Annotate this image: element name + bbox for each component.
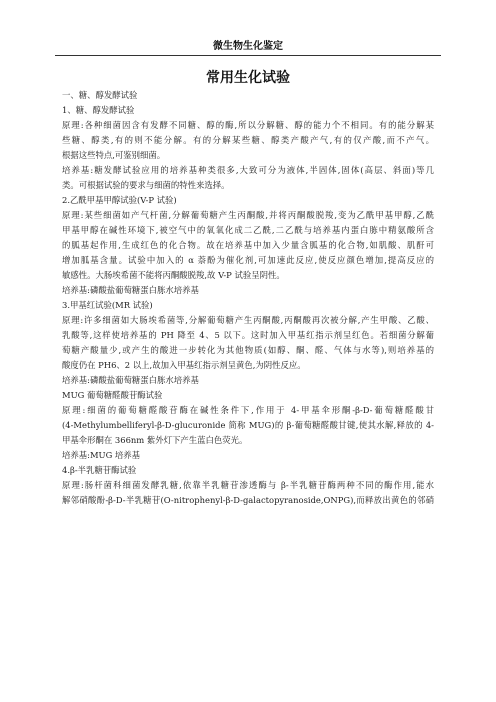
text-line: 原理:各种细菌因含有发酵不同糖、醇的酶,所以分解糖、醇的能力个不相同。有的能分解某 bbox=[62, 120, 434, 130]
text-line: 解邻硝酸酚-β-D-半乳糖苷(O-nitrophenyl-β-D-galactopyranoside,ONPG),而释放出黄色的邻硝 bbox=[62, 495, 434, 505]
text-line: 甲基甲醇在碱性环境下,被空气中的氧氧化成二乙酰,二乙酰与培养基内蛋白胨中精氨酸所含 bbox=[62, 225, 434, 235]
text-line: 培养基:磷酸盐葡萄糖蛋白胨水培养基 bbox=[62, 285, 199, 295]
text-line: 酸度仍在 PH6、2 以上,故加入甲基红指示剂呈黄色,为阴性反应。 bbox=[62, 360, 306, 370]
text-line: 类。可根据试验的要求与细菌的特性来选择。 bbox=[62, 180, 230, 190]
text-line: 根据这些特点,可鉴别细菌。 bbox=[62, 150, 166, 160]
header-rule bbox=[55, 55, 441, 56]
text-line: (4-Methylumbelliferyl-β-D-glucuronide 简称 MUG)的 β-葡萄糖醛酸甘键,使其水解,释放的 4- bbox=[62, 420, 434, 430]
text-line: 原理:细菌的葡萄糖醛酸苷酶在碱性条件下,作用于 4-甲基伞形酮-β-D-葡萄糖醛酸甘 bbox=[62, 405, 434, 415]
text-line: 原理:某些细菌如产气杆菌,分解葡萄糖产生丙酮酸,并将丙酮酸脱羧,变为乙酰甲基甲醇,乙酰 bbox=[62, 210, 434, 220]
text-line: 一、糖、醇发酵试验 bbox=[62, 90, 138, 100]
text-line: 原理:肠杆菌科细菌发酵乳糖,依靠半乳糖苷渗透酶与 β-半乳糖苷酶两种不同的酶作用,能水 bbox=[62, 480, 434, 490]
text-line: 3.甲基红试验(MR 试验) bbox=[62, 300, 153, 310]
body-text bbox=[62, 88, 434, 508]
document-title: 常用生化试验 bbox=[206, 70, 290, 86]
page-header: 微生物生化鉴定 bbox=[213, 41, 283, 52]
text-line: 培养基:磷酸盐葡萄糖蛋白胨水培养基 bbox=[62, 375, 199, 385]
text-line: 乳酸等,这样使培养基的 PH 降至 4、5 以下。这时加入甲基红指示剂呈红色。若细菌分解葡 bbox=[62, 330, 434, 340]
text-line: 2.乙酰甲基甲醇试验(V-P 试验) bbox=[62, 195, 177, 205]
text-line: MUG 葡萄糖醛酸苷酶试验 bbox=[62, 390, 163, 400]
text-line: 培养基:MUG 培养基 bbox=[62, 450, 141, 460]
text-line: 些糖、醇类,有的则不能分解。有的分解某些糖、醇类产酸产气,有的仅产酸,而不产气。 bbox=[62, 135, 434, 145]
text-line: 培养基:糖发酵试验应用的培养基种类很多,大致可分为液体,半固体,固体(高层、斜面)等几 bbox=[62, 165, 434, 175]
text-line: 1、糖、醇发酵试验 bbox=[62, 105, 135, 115]
text-line: 的胍基起作用,生成红色的化合物。故在培养基中加入少量含胍基的化合物,如肌酸、肌酐可 bbox=[62, 240, 434, 250]
text-line: 萄糖产酸量少,或产生的酸进一步转化为其他物质(如醇、酮、醛、气体与水等),则培养基的 bbox=[62, 345, 434, 355]
text-line: 甲基伞形酮在 366nm 紫外灯下产生蓝白色荧光。 bbox=[62, 435, 248, 445]
text-line: 敏感性。大肠埃希菌不能将丙酮酸脱羧,故 V-P 试验呈阴性。 bbox=[62, 270, 285, 280]
text-line: 4.β-半乳糖苷酶试验 bbox=[62, 465, 137, 475]
text-line: 增加胍基含量。试验中加入的 α 萘酚为催化剂,可加速此反应,使反应颜色增加,提高反应的 bbox=[62, 255, 434, 265]
text-line: 原理:许多细菌如大肠埃希菌等,分解葡萄糖产生丙酮酸,丙酮酸再次被分解,产生甲酸、乙酸、 bbox=[62, 315, 434, 325]
